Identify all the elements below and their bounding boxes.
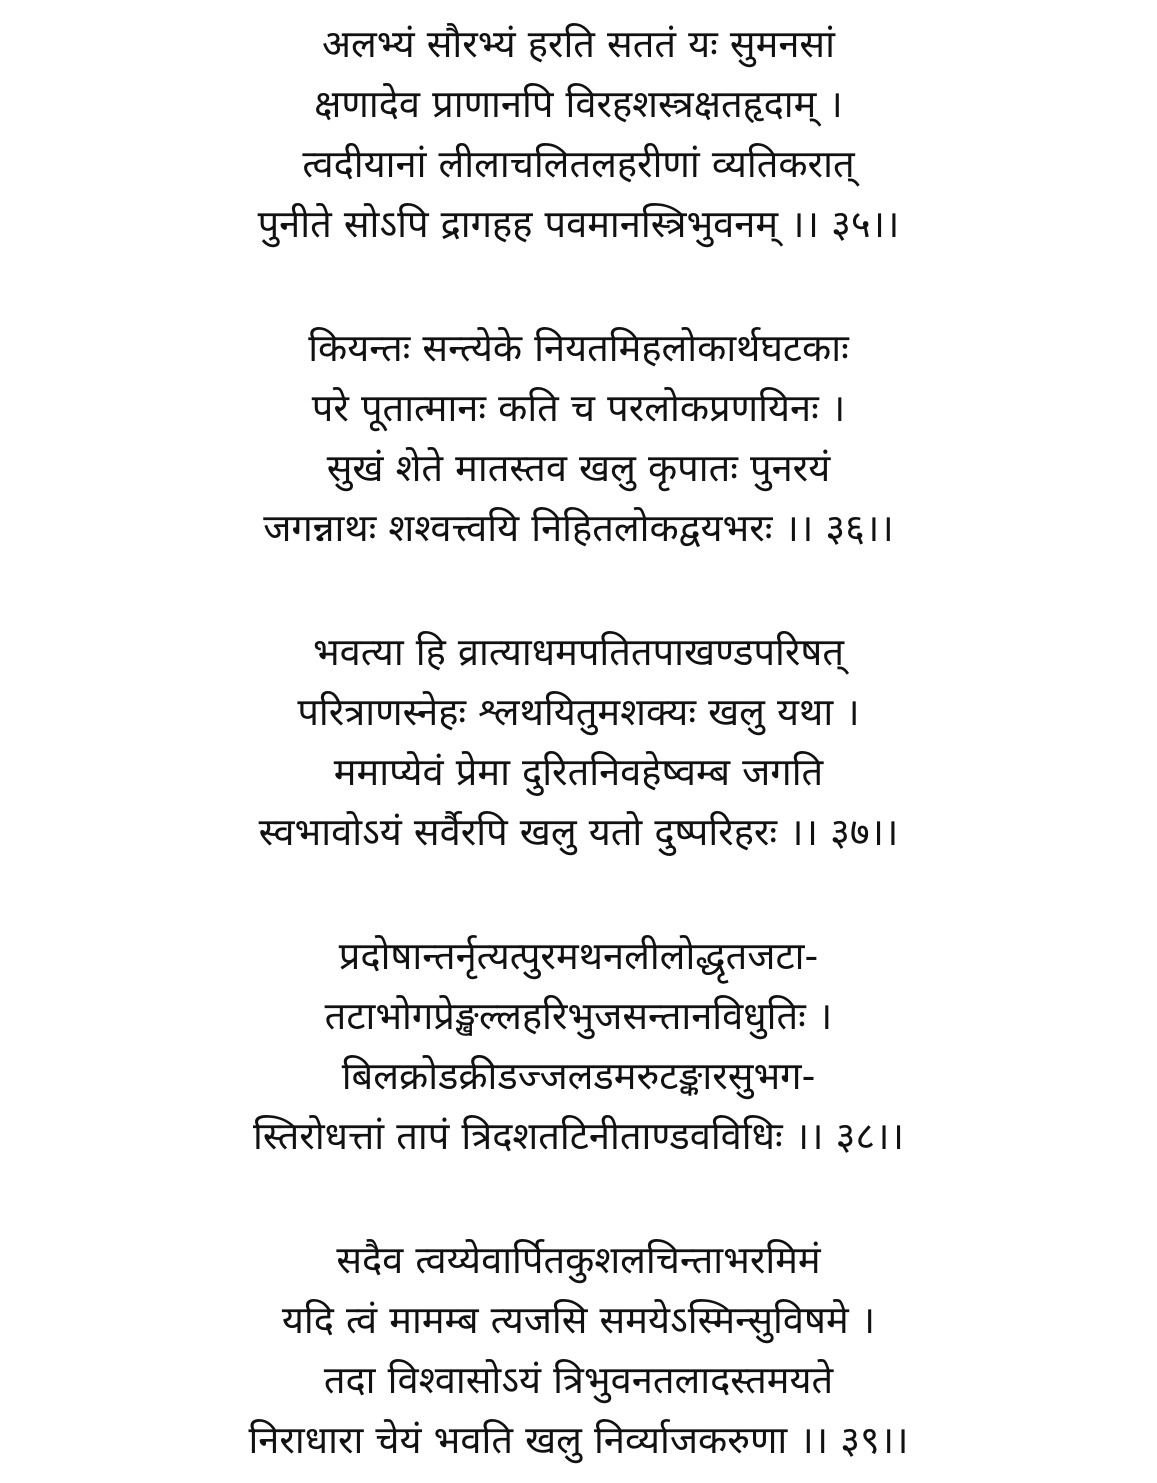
verse-line: जगन्नाथः शश्वत्त्वयि निहितलोकद्वयभरः ।। ३६।। (263, 506, 894, 550)
verse-line: निराधारा चेयं भवति खलु निर्व्याजकरुणा ।। ३९।। (248, 1418, 909, 1462)
verse-39 (0, 1230, 1157, 1470)
verse-line: सदैव त्वय्येवार्पितकुशलचिन्ताभरमिमं (336, 1238, 821, 1282)
verse-line: सुखं शेते मातस्तव खलु कृपातः पुनरयं (326, 446, 831, 490)
verse-line: स्तिरोधत्तां तापं त्रिदशतटिनीताण्डवविधिः ।। ३८।। (253, 1114, 904, 1158)
verse-line: परे पूतात्मानः कति च परलोकप्रणयिनः । (311, 386, 846, 430)
verse-line: बिलक्रोडक्रीडज्जलडमरुटङ्कारसुभग- (341, 1054, 816, 1098)
verse-line: यदि त्वं मामम्ब त्यजसि समयेऽस्मिन्सुविषमे । (281, 1298, 876, 1342)
verse-36 (0, 318, 1157, 558)
verse-line: अलभ्यं सौरभ्यं हरति सततं यः सुमनसां (322, 22, 835, 66)
verse-38 (0, 926, 1157, 1166)
verse-line: तदा विश्वासोऽयं त्रिभुवनतलादस्तमयते (323, 1358, 834, 1402)
verse-line: त्वदीयानां लीलाचलितलहरीणां व्यतिकरात् (302, 142, 855, 186)
verse-line: क्षणादेव प्राणानपि विरहशस्त्रक्षतहृदाम् । (314, 82, 843, 126)
verse-line: कियन्तः सन्त्येके नियतमिहलोकार्थघटकाः (308, 326, 849, 370)
verse-37 (0, 622, 1157, 862)
verse-line: तटाभोगप्रेङ्खल्लहरिभुजसन्तानविधुतिः । (324, 994, 833, 1038)
verse-line: परित्राणस्नेहः श्लथयितुमशक्यः खलु यथा । (297, 690, 860, 734)
verse-35 (0, 14, 1157, 254)
verse-line: ममाप्येवं प्रेमा दुरितनिवहेष्वम्ब जगति (333, 750, 824, 794)
verse-line: भवत्या हि व्रात्याधमपतितपाखण्डपरिषत् (312, 630, 845, 674)
verse-line: पुनीते सोऽपि द्रागहह पवमानस्त्रिभुवनम् ।। ३५।। (257, 202, 900, 246)
verse-line: प्रदोषान्तर्नृत्यत्पुरमथनलीलोद्धृतजटा- (338, 934, 819, 978)
verse-line: स्वभावोऽयं सर्वैरपि खलु यतो दुष्परिहरः ।। ३७।। (258, 810, 899, 854)
